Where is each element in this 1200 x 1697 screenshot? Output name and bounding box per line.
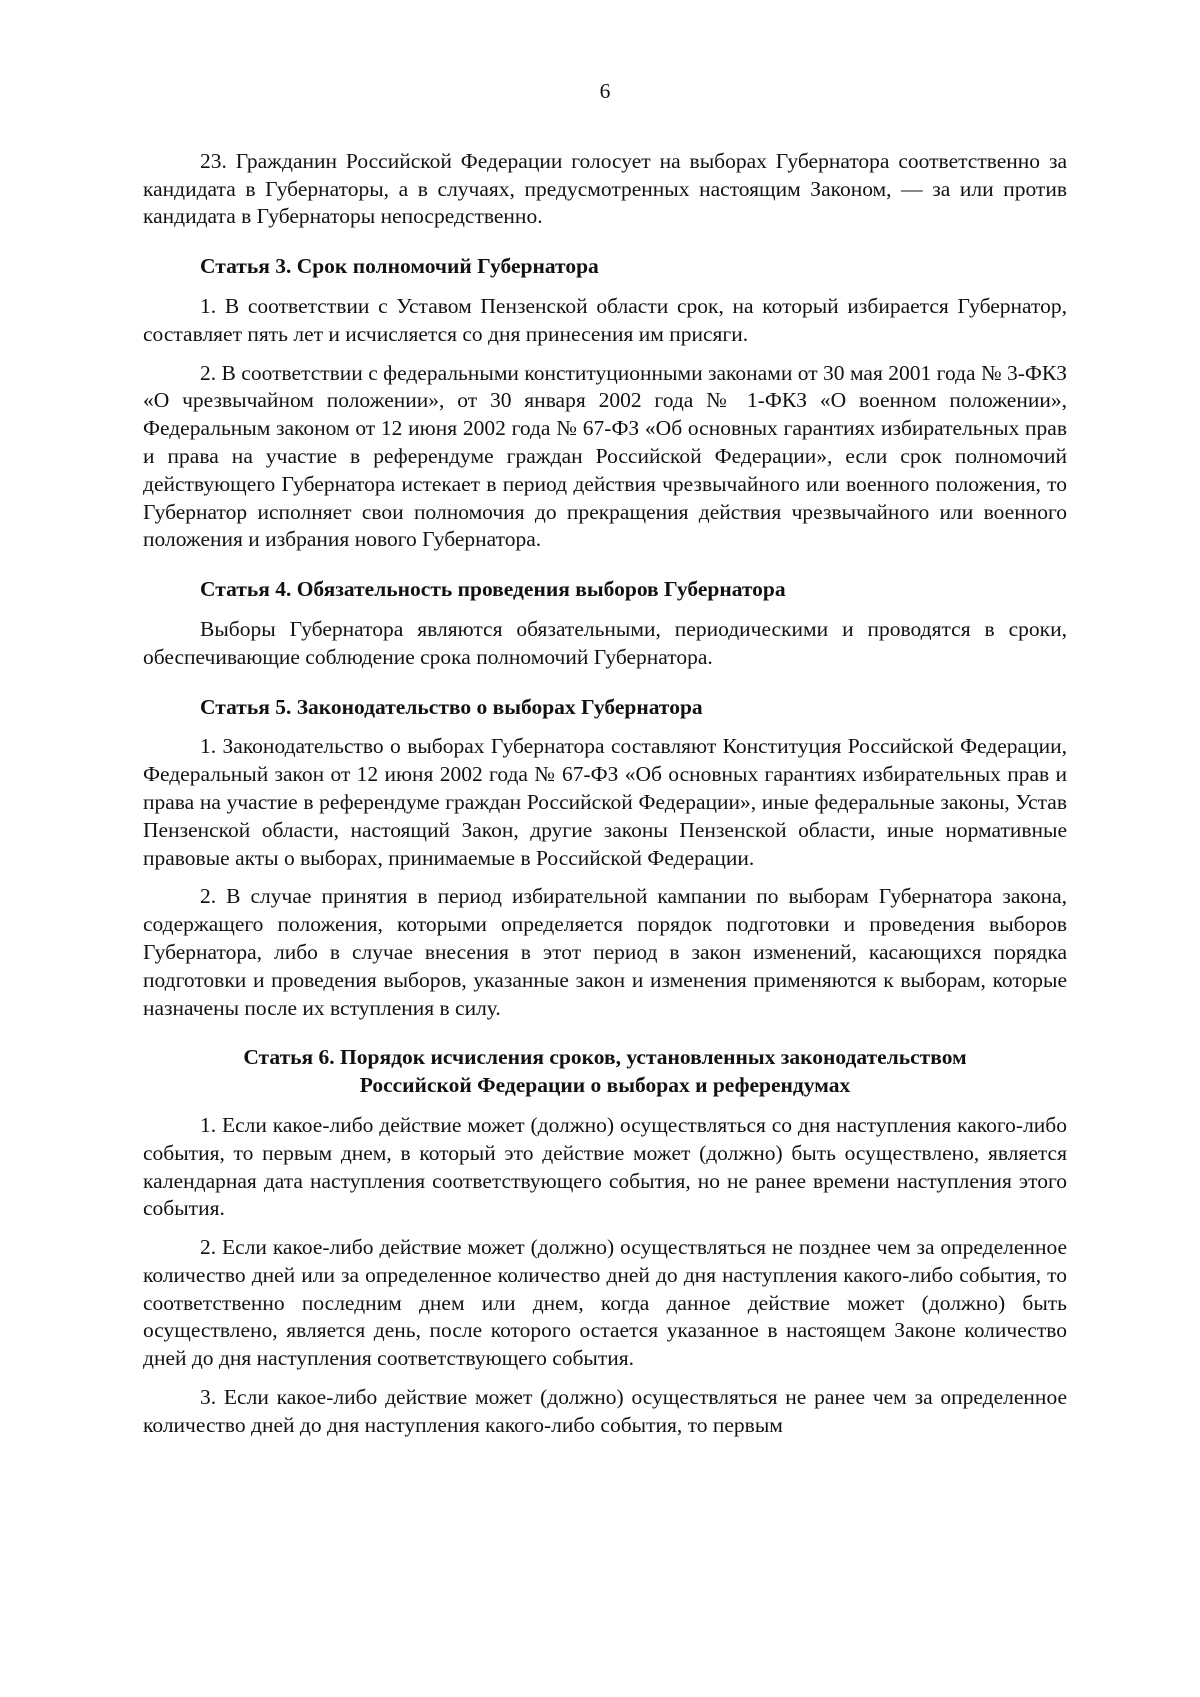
article-6-heading-line-1: Статья 6. Порядок исчисления сроков, установленных законодательством — [243, 1045, 967, 1070]
article-3-paragraph-2: 2. В соответствии с федеральными конституционными законами от 30 мая 2001 года № 3-ФКЗ «О чрезвычайном положении», от 30 января 2002 года № 1-ФКЗ «О военном положении», Федеральным законом от 12 июня 2002 года № 67-ФЗ «Об основных гарантиях избирательных прав и права на участие в референдуме граждан Российской Федерации», если срок полномочий действующего Губернатора истекает в период действия чрезвычайного или военного положения, то Губернатор исполняет свои полномочия до прекращения действия чрезвычайного или военного положения и избрания нового Губернатора. — [143, 360, 1067, 552]
article-6-paragraph-2: 2. Если какое-либо действие может (должно) осуществляться не позднее чем за определенное количество дней или за определенное количество дней до дня наступления какого-либо события, то соответственно последним днем или днем, когда данное действие может (должно) быть осуществлено, является день, после которого остается указанное в настоящем Законе количество дней до дня наступления соответствующего события. — [143, 1235, 1067, 1371]
article-6-paragraph-1: 1. Если какое-либо действие может (должно) осуществляться со дня наступления какого-либо события, то первым днем, в который это действие может (должно) быть осуществлено, является календарная дата наступления соответствующего события, но не ранее времени наступления этого события. — [143, 1112, 1067, 1221]
article-5-paragraph-1: 1. Законодательство о выборах Губернатора составляют Конституция Российской Федерации, Федеральный закон от 12 июня 2002 года № 67-ФЗ «Об основных гарантиях избирательных прав и права на участие в референдуме граждан Российской Федерации», иные федеральные законы, Устав Пензенской области, настоящий Закон, другие законы Пензенской области, иные нормативные правовые акты о выборах, принимаемые в Российской Федерации. — [143, 734, 1067, 870]
article-3-heading: Статья 3. Срок полномочий Губернатора — [200, 254, 599, 279]
article-3-paragraph-1: 1. В соответствии с Уставом Пензенской области срок, на который избирается Губернатор, составляет пять лет и исчисляется со дня принесения им присяги. — [143, 293, 1067, 346]
article-4-paragraph-1: Выборы Губернатора являются обязательными, периодическими и проводятся в сроки, обеспечивающие соблюдение срока полномочий Губернатора. — [143, 616, 1067, 669]
page-number: 6 — [599, 79, 611, 103]
article-6-heading — [143, 1044, 1067, 1100]
article-4-heading: Статья 4. Обязательность проведения выборов Губернатора — [200, 577, 786, 602]
article-5-heading: Статья 5. Законодательство о выборах Губернатора — [200, 694, 703, 719]
paragraph-23: 23. Гражданин Российской Федерации голосует на выборах Губернатора соответственно за кандидата в Губернаторы, а в случаях, предусмотренных настоящим Законом, — за или против кандидата в Губернаторы непосредственно. — [143, 148, 1067, 229]
article-5-paragraph-2: 2. В случае принятия в период избирательной кампании по выборам Губернатора закона, содержащего положения, которыми определяется порядок подготовки и проведения выборов Губернатора, либо в случае внесения в этот период в закон изменений, касающихся порядка подготовки и проведения выборов, указанные закон и изменения применяются к выборам, которые назначены после их вступления в силу. — [143, 884, 1067, 1020]
article-6-paragraph-3: 3. Если какое-либо действие может (должно) осуществляться не ранее чем за определенное количество дней до дня наступления какого-либо события, то первым — [143, 1385, 1067, 1437]
article-6-heading-line-2: Российской Федерации о выборах и референдумах — [359, 1073, 851, 1098]
